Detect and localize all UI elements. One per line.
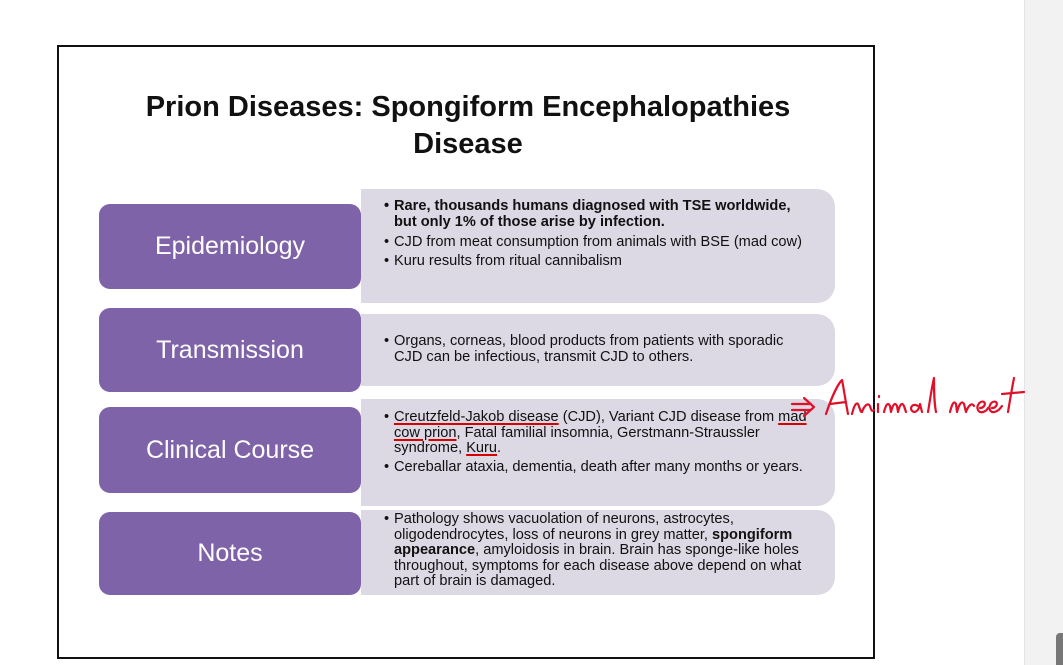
underlined-cjd: Creutzfeld-Jakob disease	[394, 409, 559, 425]
transmission-bullet-1: • Organs, corneas, blood products from patients with sporadic CJD can be infectious, transmit CJD to others.	[384, 334, 813, 365]
cjd-rest-text: (CJD), Variant CJD disease from	[558, 409, 779, 425]
notes-label	[99, 512, 361, 595]
scrollbar-thumb[interactable]	[1056, 633, 1063, 665]
row-clinical-course	[99, 399, 835, 506]
notes-text-before: Pathology shows vacuolation of neurons, astrocytes, oligodendrocytes, loss of neurons in grey matter,	[394, 511, 734, 543]
clinical-course-label	[99, 407, 361, 493]
notes-bullet-1	[384, 512, 813, 590]
slide-title	[59, 89, 877, 163]
clinical-course-content	[361, 399, 835, 506]
clinical-course-bullet-1	[384, 410, 813, 457]
epidemiology-content	[361, 189, 835, 303]
transmission-label	[99, 308, 361, 392]
notes-label-text: Notes	[197, 539, 263, 567]
notes-text-after: , amyloidosis in brain. Brain has sponge-like holes throughout, symptoms for each disease above depend on what part of brain is damaged.	[394, 542, 802, 589]
clinical-course-bullet-2: • Cereballar ataxia, dementia, death after many months or years.	[384, 460, 813, 476]
epidemiology-bullet-3: • Kuru results from ritual cannibalism	[384, 254, 813, 270]
epidemiology-label-text: Epidemiology	[154, 232, 306, 260]
clinical-course-label-text: Clinical Course	[145, 435, 315, 464]
scrollbar-track[interactable]	[1024, 0, 1063, 665]
arrow-icon	[792, 398, 814, 416]
slide	[57, 45, 875, 659]
clinical-middle-text: , Fatal familial insomnia, Gerstmann-Straussler syndrome,	[394, 424, 760, 456]
underlined-kuru: Kuru	[466, 440, 498, 456]
transmission-label-text: Transmission	[156, 335, 304, 364]
underlined-mad-cow: mad cow prion	[394, 409, 807, 441]
row-transmission	[99, 308, 835, 392]
notes-bold-text: spongiform appearance	[394, 526, 793, 558]
epidemiology-label	[99, 204, 361, 289]
epidemiology-bullet-1: • Rare, thousands humans diagnosed with TSE worldwide, but only 1% of those arise by infection.	[384, 199, 813, 230]
row-notes	[99, 510, 835, 597]
transmission-content	[361, 314, 835, 386]
annotation-scribble	[826, 378, 1024, 414]
row-epidemiology	[99, 189, 835, 303]
clinical-end-text: .	[497, 440, 502, 456]
notes-content	[361, 510, 835, 595]
title-line-1: Prion Diseases: Spongiform Encephalopathies	[145, 91, 791, 123]
title-line-2: Disease	[413, 128, 523, 160]
epidemiology-bullet-2: • CJD from meat consumption from animals with BSE (mad cow)	[384, 235, 813, 251]
handwritten-annotation	[788, 366, 1032, 426]
